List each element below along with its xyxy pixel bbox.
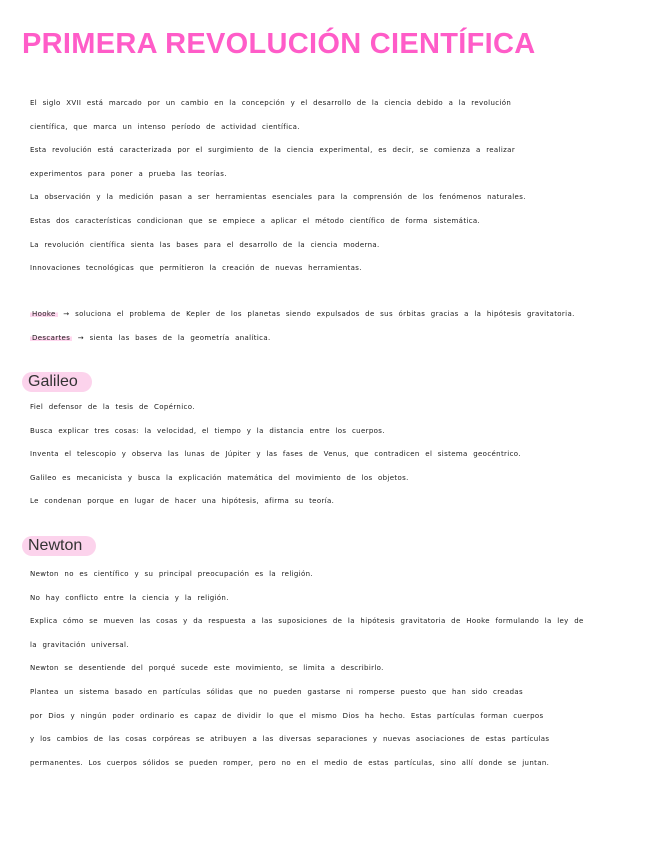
galileo-section	[30, 396, 630, 514]
newton-line: Newton no es científico y su principal preocupación es la religión.	[30, 570, 314, 578]
contributors-section	[30, 303, 630, 350]
intro-section	[30, 92, 630, 281]
newton-line: la gravitación universal.	[30, 640, 129, 649]
contributor-text: → sienta las bases de la geometría analítica.	[77, 333, 271, 342]
newton-line: Explica cómo se mueven las cosas y da respuesta a las suposiciones de la hipótesis gravitatoria de Hooke formulando la ley de	[30, 617, 584, 626]
newton-section	[30, 563, 630, 775]
newton-line: Plantea un sistema basado en partículas sólidas que no pueden gastarse ni romperse puesto que han sido creadas	[30, 687, 524, 696]
page-title: PRIMERA REVOLUCIÓN CIENTÍFICA	[22, 28, 536, 60]
galileo-line: Busca explicar tres cosas: la velocidad, el tiempo y la distancia entre los cuerpos.	[30, 426, 385, 435]
newton-line: por Dios y ningún poder ordinario es capaz de dividir lo que el mismo Dios ha hecho. Estas partículas forman cuerpos	[30, 711, 544, 720]
contributor-text: → soluciona el problema de Kepler de los planetas siendo expulsados de sus órbitas gracias a la hipótesis gravitatoria.	[63, 310, 575, 318]
galileo-heading: Galileo	[22, 372, 92, 392]
galileo-line: Inventa el telescopio y observa las lunas de Júpiter y las fases de Venus, que contradicen el sistema geocéntrico.	[30, 450, 521, 459]
newton-line: Newton se desentiende del porqué sucede este movimiento, se limita a describirlo.	[30, 664, 384, 673]
intro-line: La revolución científica sienta las bases para el desarrollo de la ciencia moderna.	[30, 240, 380, 249]
contributor-hooke	[30, 303, 630, 327]
intro-line: El siglo XVII está marcado por un cambio en la concepción y el desarrollo de la ciencia debido a la revolución	[30, 99, 512, 107]
newton-line: permanentes. Los cuerpos sólidos se pueden romper, pero no en el medio de estas partículas, sino allí donde se juntan.	[30, 758, 550, 767]
contributor-descartes	[30, 327, 630, 351]
contributor-name: Descartes	[32, 333, 71, 342]
newton-line: No hay conflicto entre la ciencia y la religión.	[30, 593, 229, 602]
intro-line: científica, que marca un intenso período de actividad científica.	[30, 122, 300, 131]
newton-line: y los cambios de las cosas corpóreas se atribuyen a las diversas separaciones y nuevas asociaciones de estas partículas	[30, 735, 550, 744]
intro-line: Innovaciones tecnológicas que permitieron la creación de nuevas herramientas.	[30, 264, 362, 273]
intro-line: La observación y la medición pasan a ser herramientas esenciales para la comprensión de los fenómenos naturales.	[30, 193, 526, 202]
galileo-line: Fiel defensor de la tesis de Copérnico.	[30, 403, 195, 411]
newton-heading: Newton	[22, 536, 96, 556]
contributor-name: Hooke	[32, 310, 56, 318]
galileo-line: Galileo es mecanicista y busca la explicación matemática del movimiento de los objetos.	[30, 473, 409, 482]
galileo-line: Le condenan porque en lugar de hacer una hipótesis, afirma su teoría.	[30, 497, 335, 506]
intro-line: experimentos para poner a prueba las teorías.	[30, 169, 227, 178]
intro-line: Esta revolución está caracterizada por el surgimiento de la ciencia experimental, es decir, se comienza a realizar	[30, 146, 516, 155]
intro-line: Estas dos características condicionan que se empiece a aplicar el método científico de forma sistemática.	[30, 216, 481, 225]
